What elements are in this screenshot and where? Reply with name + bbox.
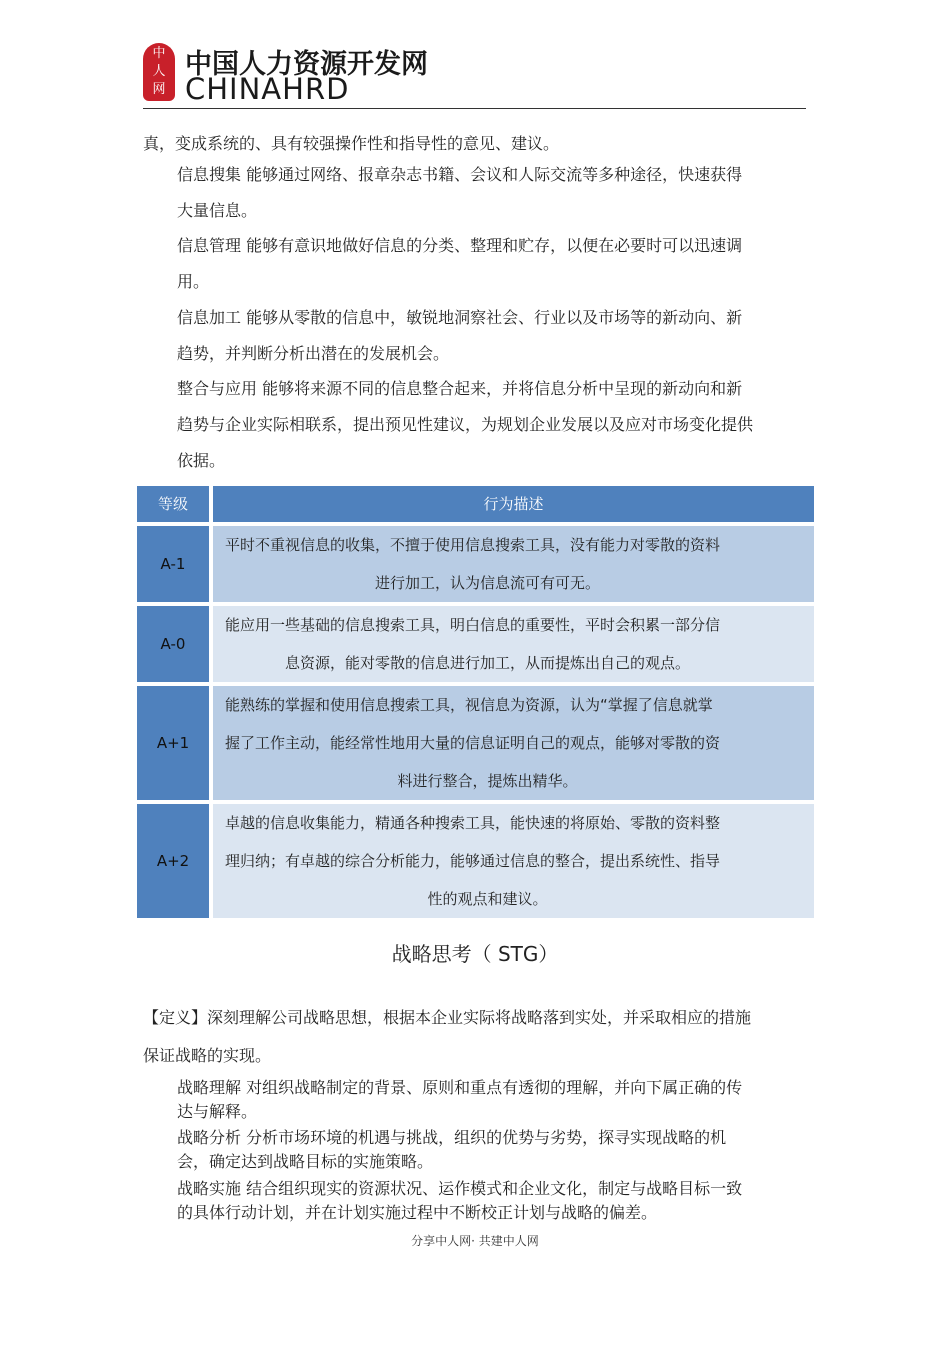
page-header	[143, 40, 806, 109]
paragraph-label: 战略分析	[177, 1128, 242, 1147]
table-cell-description	[213, 686, 814, 800]
description-line: 卓越的信息收集能力，精通各种搜索工具，能快速的将原始、零散的资料整	[225, 814, 721, 832]
definition-line: 【定义】深刻理解公司战略思想，根据本企业实际将战略落到实处，并采取相应的措施	[143, 1008, 752, 1027]
logo-seal-icon: 中 人 网	[143, 43, 175, 101]
paragraph-strategy-understand	[143, 1076, 758, 1124]
paragraph-text: 能够有意识地做好信息的分类、整理和贮存，以便在必要时可以迅速调用。	[177, 236, 743, 291]
paragraph-label: 信息搜集	[177, 165, 242, 184]
paragraph-label: 信息管理	[177, 236, 242, 255]
description-line: 平时不重视信息的收集，不擅于使用信息搜索工具，没有能力对零散的资料	[225, 536, 721, 554]
paragraph-strategy-analyze	[143, 1126, 758, 1174]
definition-line: 保证战略的实现。	[143, 1046, 272, 1065]
table-header-row	[137, 486, 814, 522]
table-header-level: 等级	[137, 486, 209, 522]
table-cell-description	[213, 606, 814, 682]
paragraph-label: 战略理解	[177, 1078, 242, 1097]
paragraph-label: 信息加工	[177, 308, 242, 327]
paragraph-label: 战略实施	[177, 1179, 242, 1198]
table-cell-description	[213, 804, 814, 918]
page-footer: 分享中人网· 共建中人网	[411, 1234, 539, 1248]
description-line: 握了工作主动，能经常性地用大量的信息证明自己的观点，能够对零散的资	[225, 734, 721, 752]
paragraph-integrate-apply	[143, 371, 758, 479]
description-line: 性的观点和建议。	[427, 890, 548, 908]
logo-english-text: CHINAHRD	[185, 72, 350, 106]
logo-chinese-text: 中国人力资源开发网	[185, 49, 428, 80]
description-line: 息资源，能对零散的信息进行加工，从而提炼出自己的观点。	[284, 654, 690, 672]
section-title: 战略思考（ STG）	[391, 942, 559, 966]
paragraph-text: 能够从零散的信息中，敏锐地洞察社会、行业以及市场等的新动向、新趋势，并判断分析出潜在的发展机会。	[177, 308, 743, 363]
paragraph-label: 整合与应用	[177, 379, 258, 398]
description-line: 能熟练的掌握和使用信息搜索工具，视信息为资源，认为“掌握了信息就掌	[225, 696, 713, 714]
paragraph-text: 能够通过网络、报章杂志书籍、会议和人际交流等多种途径，快速获得大量信息。	[177, 165, 743, 220]
table-cell-level: A-0	[137, 606, 209, 682]
table-row	[137, 606, 814, 682]
table-row	[137, 804, 814, 918]
paragraph-text: 结合组织现实的资源状况、运作模式和企业文化，制定与战略目标一致的具体行动计划，并在计划实施过程中不断校正计划与战略的偏差。	[177, 1179, 743, 1222]
intro-line: 真，变成系统的、具有较强操作性和指导性的意见、建议。	[143, 134, 560, 153]
paragraph-strategy-implement	[143, 1177, 758, 1225]
description-line: 理归纳；有卓越的综合分析能力，能够通过信息的整合，提出系统性、指导	[225, 852, 721, 870]
behavior-table	[137, 486, 814, 918]
table-row	[137, 526, 814, 602]
paragraph-info-collect	[143, 157, 758, 229]
paragraph-text: 对组织战略制定的背景、原则和重点有透彻的理解，并向下属正确的传达与解释。	[177, 1078, 743, 1121]
table-cell-level: A+1	[137, 686, 209, 800]
paragraph-text: 分析市场环境的机遇与挑战，组织的优势与劣势，探寻实现战略的机会，确定达到战略目标的实施策略。	[177, 1128, 727, 1171]
table-cell-level: A-1	[137, 526, 209, 602]
description-line: 进行加工，认为信息流可有可无。	[374, 574, 600, 592]
table-header-description: 行为描述	[213, 486, 814, 522]
paragraph-info-process	[143, 300, 758, 372]
paragraph-text: 能够将来源不同的信息整合起来，并将信息分析中呈现的新动向和新趋势与企业实际相联系，提出预见性建议，为规划企业发展以及应对市场变化提供依据。	[177, 379, 754, 470]
paragraph-info-manage	[143, 228, 758, 300]
table-cell-description	[213, 526, 814, 602]
description-line: 能应用一些基础的信息搜索工具，明白信息的重要性，平时会积累一部分信	[225, 616, 721, 634]
table-row	[137, 686, 814, 800]
description-line: 料进行整合，提炼出精华。	[397, 772, 578, 790]
table-cell-level: A+2	[137, 804, 209, 918]
